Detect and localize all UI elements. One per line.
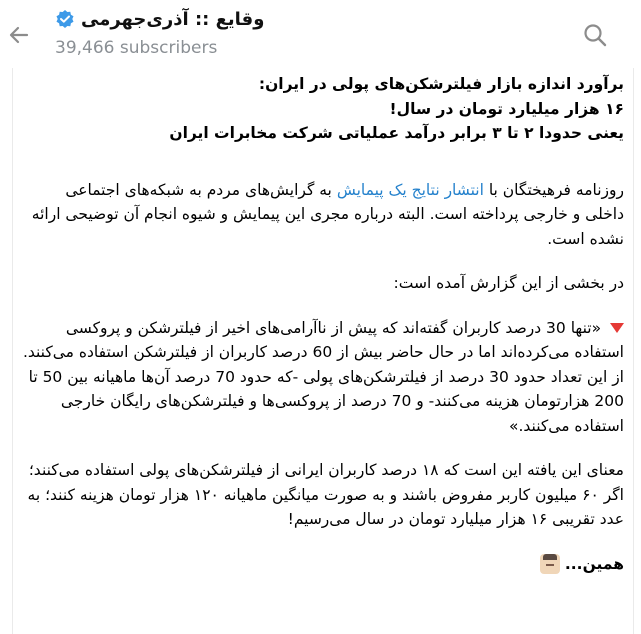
quote-text: «تنها 30 درصد کاربران گفته‌اند که پیش از ناآرامی‌های اخیر از فیلترشکن و پروکسی استفاده می‌کرده‌اند اما در حال حاضر بیش از 60 درصد کاربران از فیلترشکن استفاده می‌کنند. از این تعداد حدود 30 درصد از فیلترشکن‌های پولی -که حدود 70 درصد آن‌ها ماهیانه بین 50 تا 200 هزارتومان هزینه می‌کنند- و 70 درصد از پروکسی‌ها و فیلترشکن‌های رایگان خارجی استفاده می‌کنند.» <box>22 318 624 435</box>
back-button[interactable] <box>4 20 34 50</box>
channel-header <box>0 0 641 70</box>
search-icon <box>582 22 608 48</box>
closing-line <box>22 552 624 577</box>
channel-name: وقایع :: آذری‌جهرمی <box>81 8 265 30</box>
intro-paragraph <box>22 178 624 252</box>
intro-text-after: به گرایش‌های مردم به شبکه‌های اجتماعی داخلی و خارجی پرداخته است. البته درباره مجری این پیمایش و شیوه انجام آن توضیحی ارائه نشده است. <box>31 180 624 248</box>
quote-paragraph <box>22 316 624 439</box>
man-shrugging-icon <box>540 554 560 574</box>
red-triangle-icon <box>610 323 624 333</box>
arrow-left-icon <box>7 23 31 47</box>
closing-text: همین... <box>564 554 624 573</box>
headline-line-3: یعنی حدودا ۲ تا ۳ برابر درآمد عملیاتی شرکت مخابرات ایران <box>169 124 624 142</box>
channel-title[interactable] <box>55 6 264 32</box>
headline-line-1: برآورد اندازه بازار فیلترشکن‌های پولی در ایران: <box>258 75 624 93</box>
verified-badge-icon <box>55 9 75 29</box>
message-text <box>22 72 624 576</box>
subscriber-count: 39,466 subscribers <box>55 38 218 58</box>
report-intro: در بخشی از این گزارش آمده است: <box>393 274 624 292</box>
headline-line-2: ۱۶ هزار میلیارد تومان در سال! <box>389 99 624 118</box>
search-button[interactable] <box>580 20 610 50</box>
survey-link[interactable]: انتشار نتایج یک پیمایش <box>336 180 484 199</box>
intro-text-before: روزنامه فرهیختگان با <box>483 180 624 199</box>
analysis-paragraph: معنای این یافته این است که ۱۸ درصد کاربران ایرانی از فیلترشکن‌های پولی استفاده می‌کنند؛ اگر ۶۰ میلیون کاربر مفروض باشند و به صورت میانگین ماهیانه ۱۲۰ هزار تومان هزینه کنند؛ به عدد تقریبی ۱۶ هزار میلیارد تومان در سال می‌رسیم! <box>27 461 624 528</box>
